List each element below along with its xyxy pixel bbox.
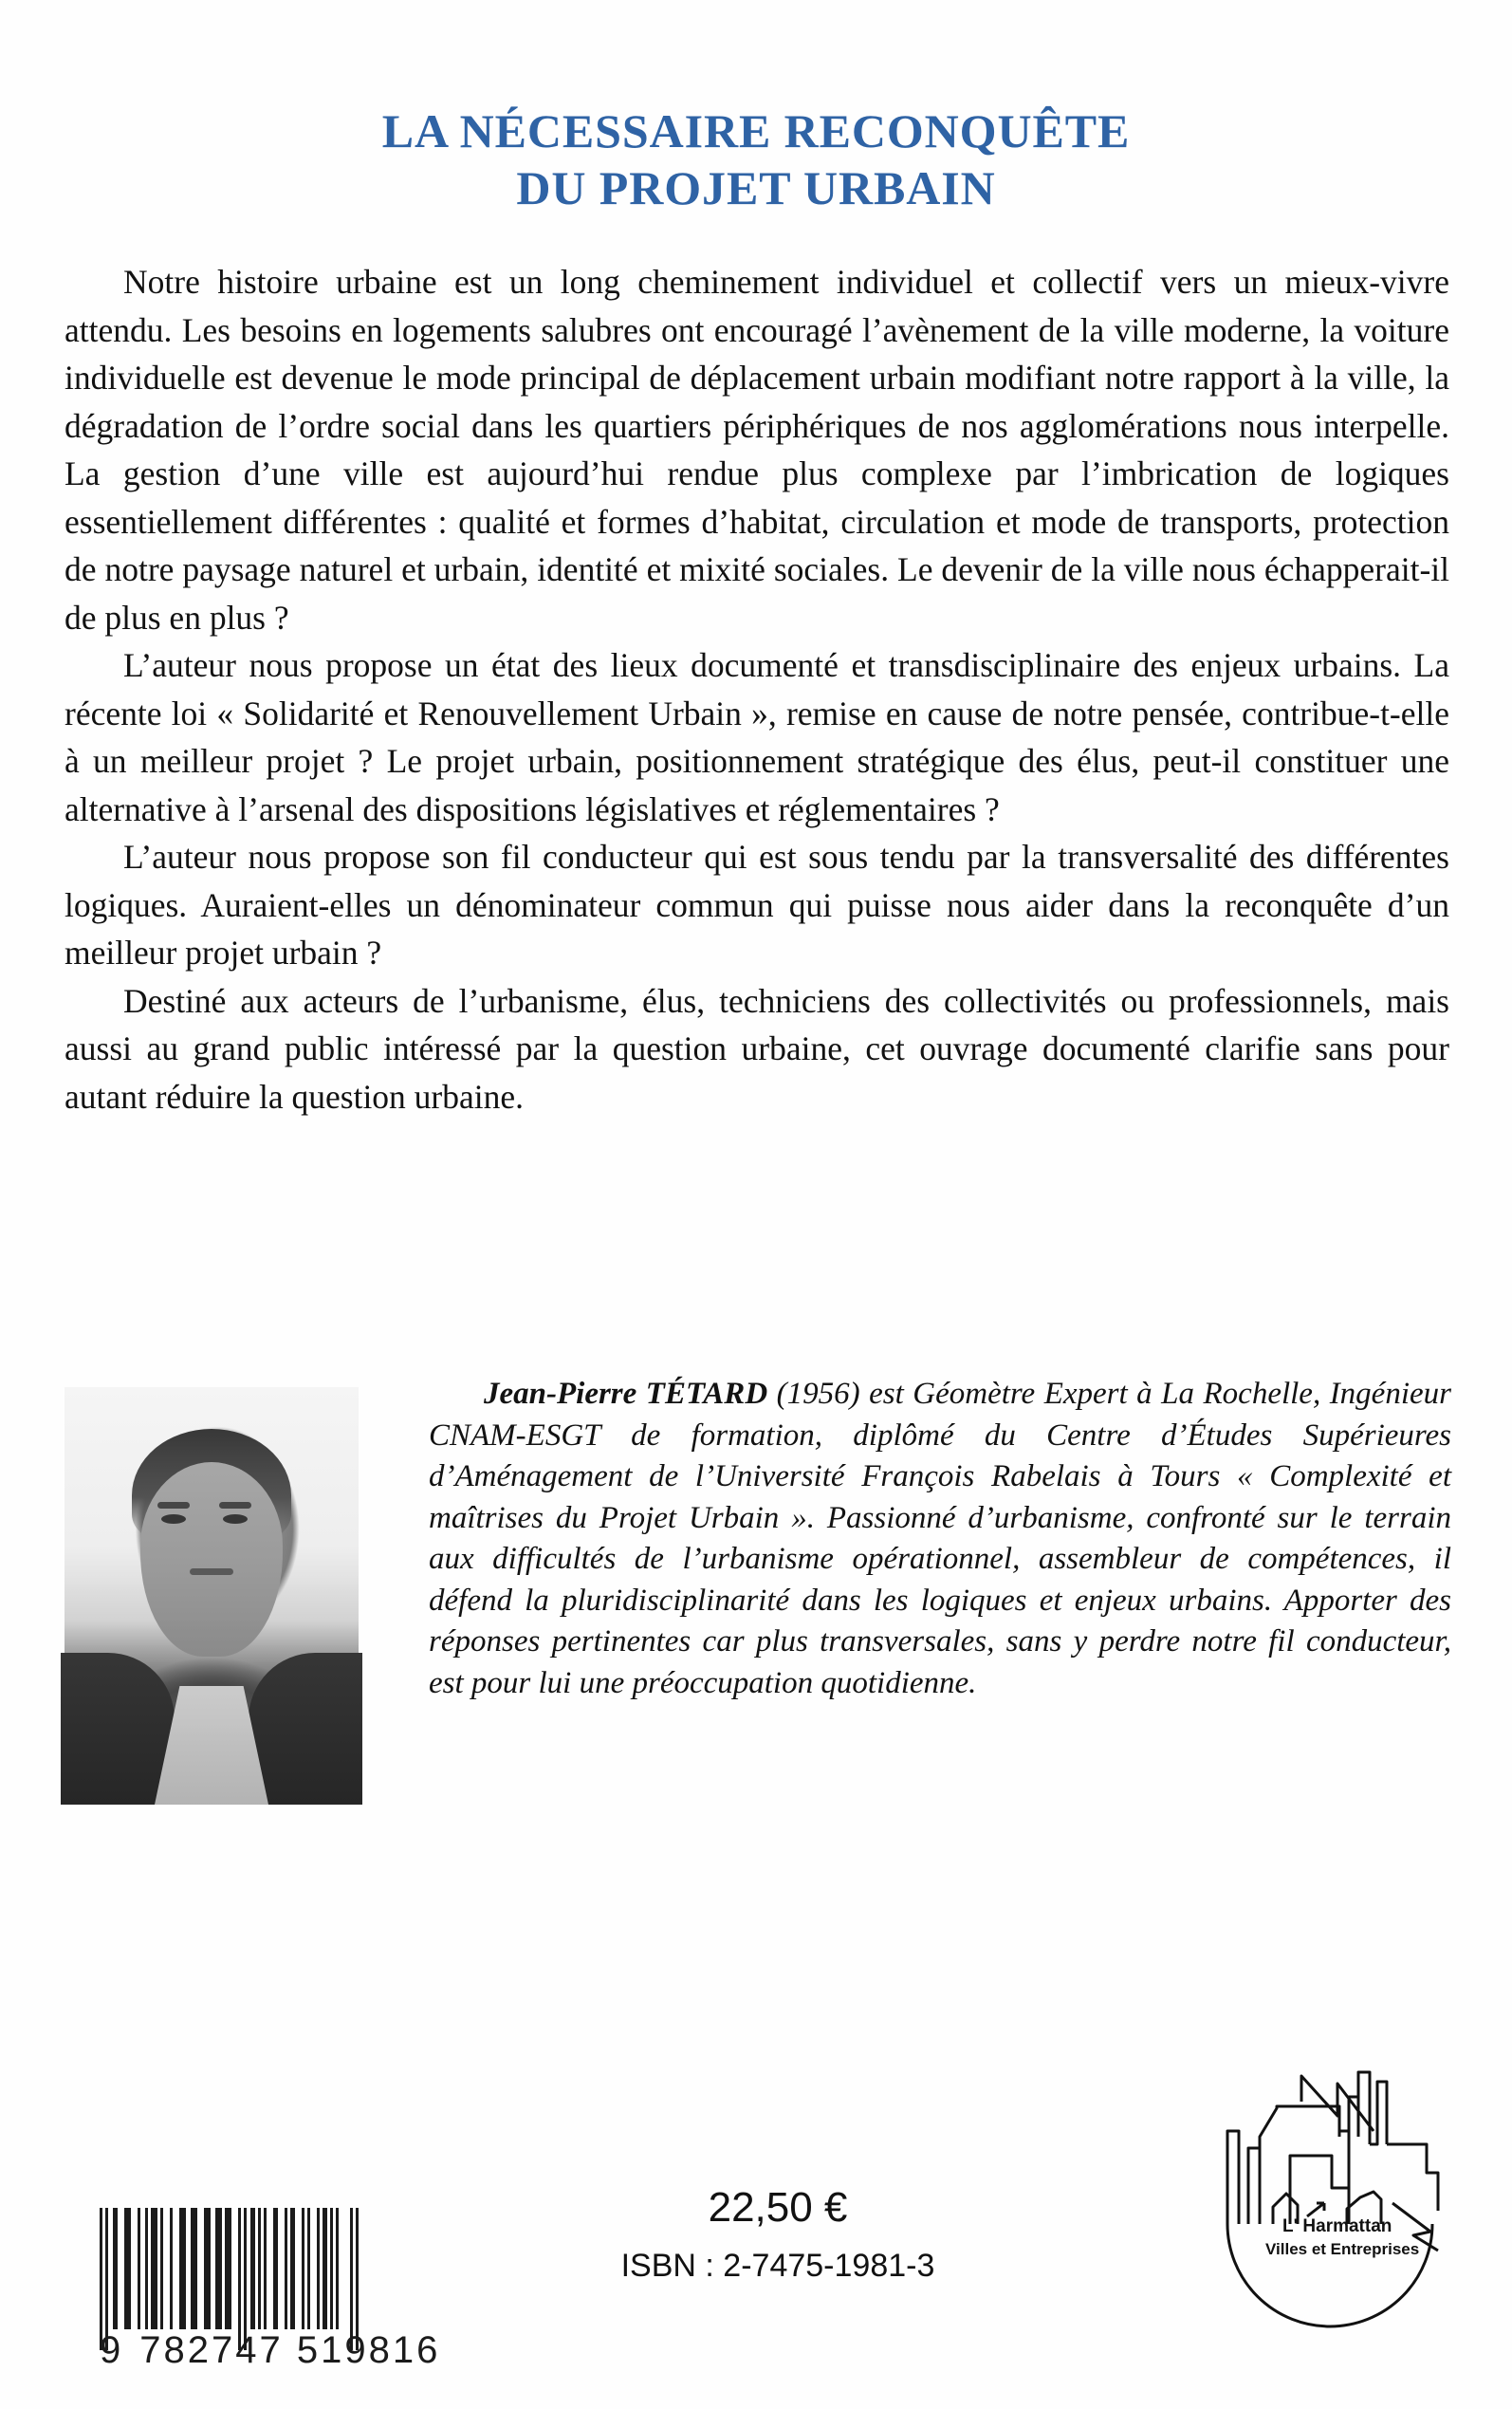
blurb-text	[65, 258, 1449, 1121]
photo-brow-right	[219, 1502, 251, 1509]
title-line-1: LA NÉCESSAIRE RECONQUÊTE	[381, 104, 1131, 158]
photo-face	[140, 1462, 283, 1657]
price-isbn-block	[588, 2182, 968, 2285]
author-bio-paragraph	[429, 1374, 1451, 1704]
photo-mouth	[190, 1568, 233, 1575]
author-photo	[65, 1387, 359, 1805]
barcode-number: 782747 519816	[139, 2329, 441, 2371]
blurb-paragraph-1: Notre histoire urbaine est un long cheminement individuel et collectif vers un mieux-vivre attendu. Les besoins en logements salubres ont encouragé l’avènement de la ville moderne, la voiture individuelle est devenue le mode principal de déplacement urbain modifiant notre rapport à la ville, la dégradation de l’ordre social dans les quartiers périphériques de nos agglomérations nous interpelle. La gestion d’une ville est aujourd’hui rendue plus complexe par l’imbrication de logiques essentiellement différentes : qualité et formes d’habitat, circulation et mode de transports, protection de notre paysage naturel et urbain, identité et mixité sociales. Le devenir de la ville nous échapperait-il de plus en plus ?	[65, 263, 1449, 637]
photo-jacket-right	[249, 1653, 362, 1805]
page-title	[0, 102, 1512, 216]
isbn-label: ISBN : 2-7475-1981-3	[620, 2248, 935, 2284]
blurb-paragraph-2: L’auteur nous propose un état des lieux documenté et transdisciplinaire des enjeux urbains. La récente loi « Solidarité et Renouvellement Urbain », remise en cause de notre pensée, contribue-t-elle à un meilleur projet ? Le projet urbain, positionnement stratégique des élus, peut-il constituer une alternative à l’arsenal des dispositions législatives et réglementaires ?	[65, 646, 1449, 828]
title-line-2: DU PROJET URBAIN	[516, 161, 996, 214]
publisher-logo	[1207, 2049, 1453, 2334]
price-label: 22,50 €	[708, 2184, 848, 2231]
barcode-digits	[100, 2329, 441, 2372]
author-bio-text: (1956) est Géomètre Expert à La Rochelle, Ingénieur CNAM-ESGT de formation, diplômé du Centre d’Études Supérieures d’Aménagement de l’Université François Rabelais à Tours « Complexité et maîtrises du Projet Urbain ». Passionné d’urbanisme, confronté sur le terrain aux difficultés de l’urbanisme opérationnel, assembleur de compétences, il défend la pluridisciplinarité dans les logiques et enjeux urbains. Apporter des réponses pertinentes car plus transversales, sans y perdre notre fil conducteur, est pour lui une préoccupation quotidienne.	[429, 1377, 1451, 1700]
barcode-lead-digit: 9	[100, 2329, 124, 2371]
publisher-collection: Villes et Entreprises	[1265, 2240, 1420, 2258]
author-name: Jean-Pierre TÉTARD	[484, 1377, 768, 1411]
photo-brow-left	[157, 1502, 190, 1509]
barcode	[100, 2208, 441, 2372]
blurb-paragraph-4: Destiné aux acteurs de l’urbanisme, élus, techniciens des collectivités ou professionnels, mais aussi au grand public intéressé par la question urbaine, cet ouvrage documenté clarifie sans pour autant réduire la question urbaine.	[65, 981, 1449, 1116]
publisher-logo-icon	[1207, 2049, 1453, 2334]
blurb-paragraph-3: L’auteur nous propose son fil conducteur qui est sous tendu par la transversalité des différentes logiques. Auraient-elles un dénominateur commun qui puisse nous aider dans la reconquête d’un meilleur projet urbain ?	[65, 838, 1449, 972]
author-bio	[429, 1374, 1451, 1704]
publisher-name: L' Harmattan	[1282, 2216, 1392, 2236]
photo-jacket-left	[61, 1653, 175, 1805]
